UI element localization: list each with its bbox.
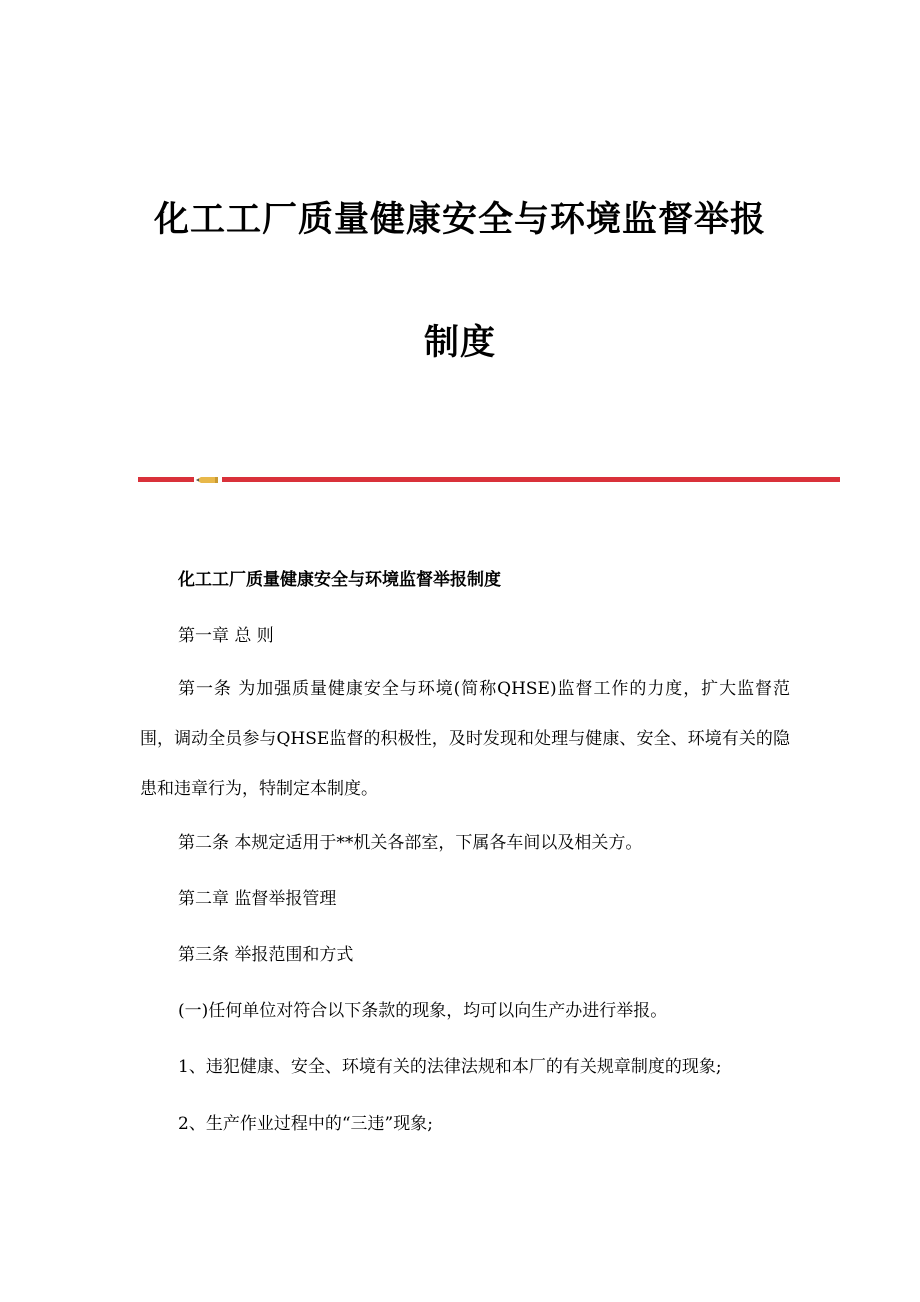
article-paragraph: 第一条 为加强质量健康安全与环境(简称QHSE)监督工作的力度，扩大监督范围，调动全员参与QHSE监督的积极性，及时发现和处理与健康、安全、环境有关的隐患和违章行为，特制定本制度。 (140, 679, 790, 799)
article-paragraph: 第二条 本规定适用于**机关各部室，下属各车间以及相关方。 (178, 833, 643, 853)
chapter-heading: 第二章 监督举报管理 (178, 889, 337, 909)
document-heading: 化工工厂质量健康安全与环境监督举报制度 (178, 570, 501, 590)
list-item: 1、违犯健康、安全、环境有关的法律法规和本厂的有关规章制度的现象; (178, 1057, 722, 1077)
chapter-heading: 第一章 总 则 (178, 626, 274, 646)
article-paragraph: 第三条 举报范围和方式 (178, 945, 354, 965)
list-intro: (一)任何单位对符合以下条款的现象，均可以向生产办进行举报。 (178, 1001, 668, 1021)
document-title-line-2: 制度 (423, 323, 496, 363)
title-divider-right (222, 477, 840, 482)
list-item: 2、生产作业过程中的“三违”现象; (178, 1114, 433, 1134)
title-divider-left (138, 477, 194, 482)
document-title-line-1: 化工工厂质量健康安全与环境监督举报 (153, 200, 766, 240)
pencil-ornament-icon (196, 476, 218, 484)
